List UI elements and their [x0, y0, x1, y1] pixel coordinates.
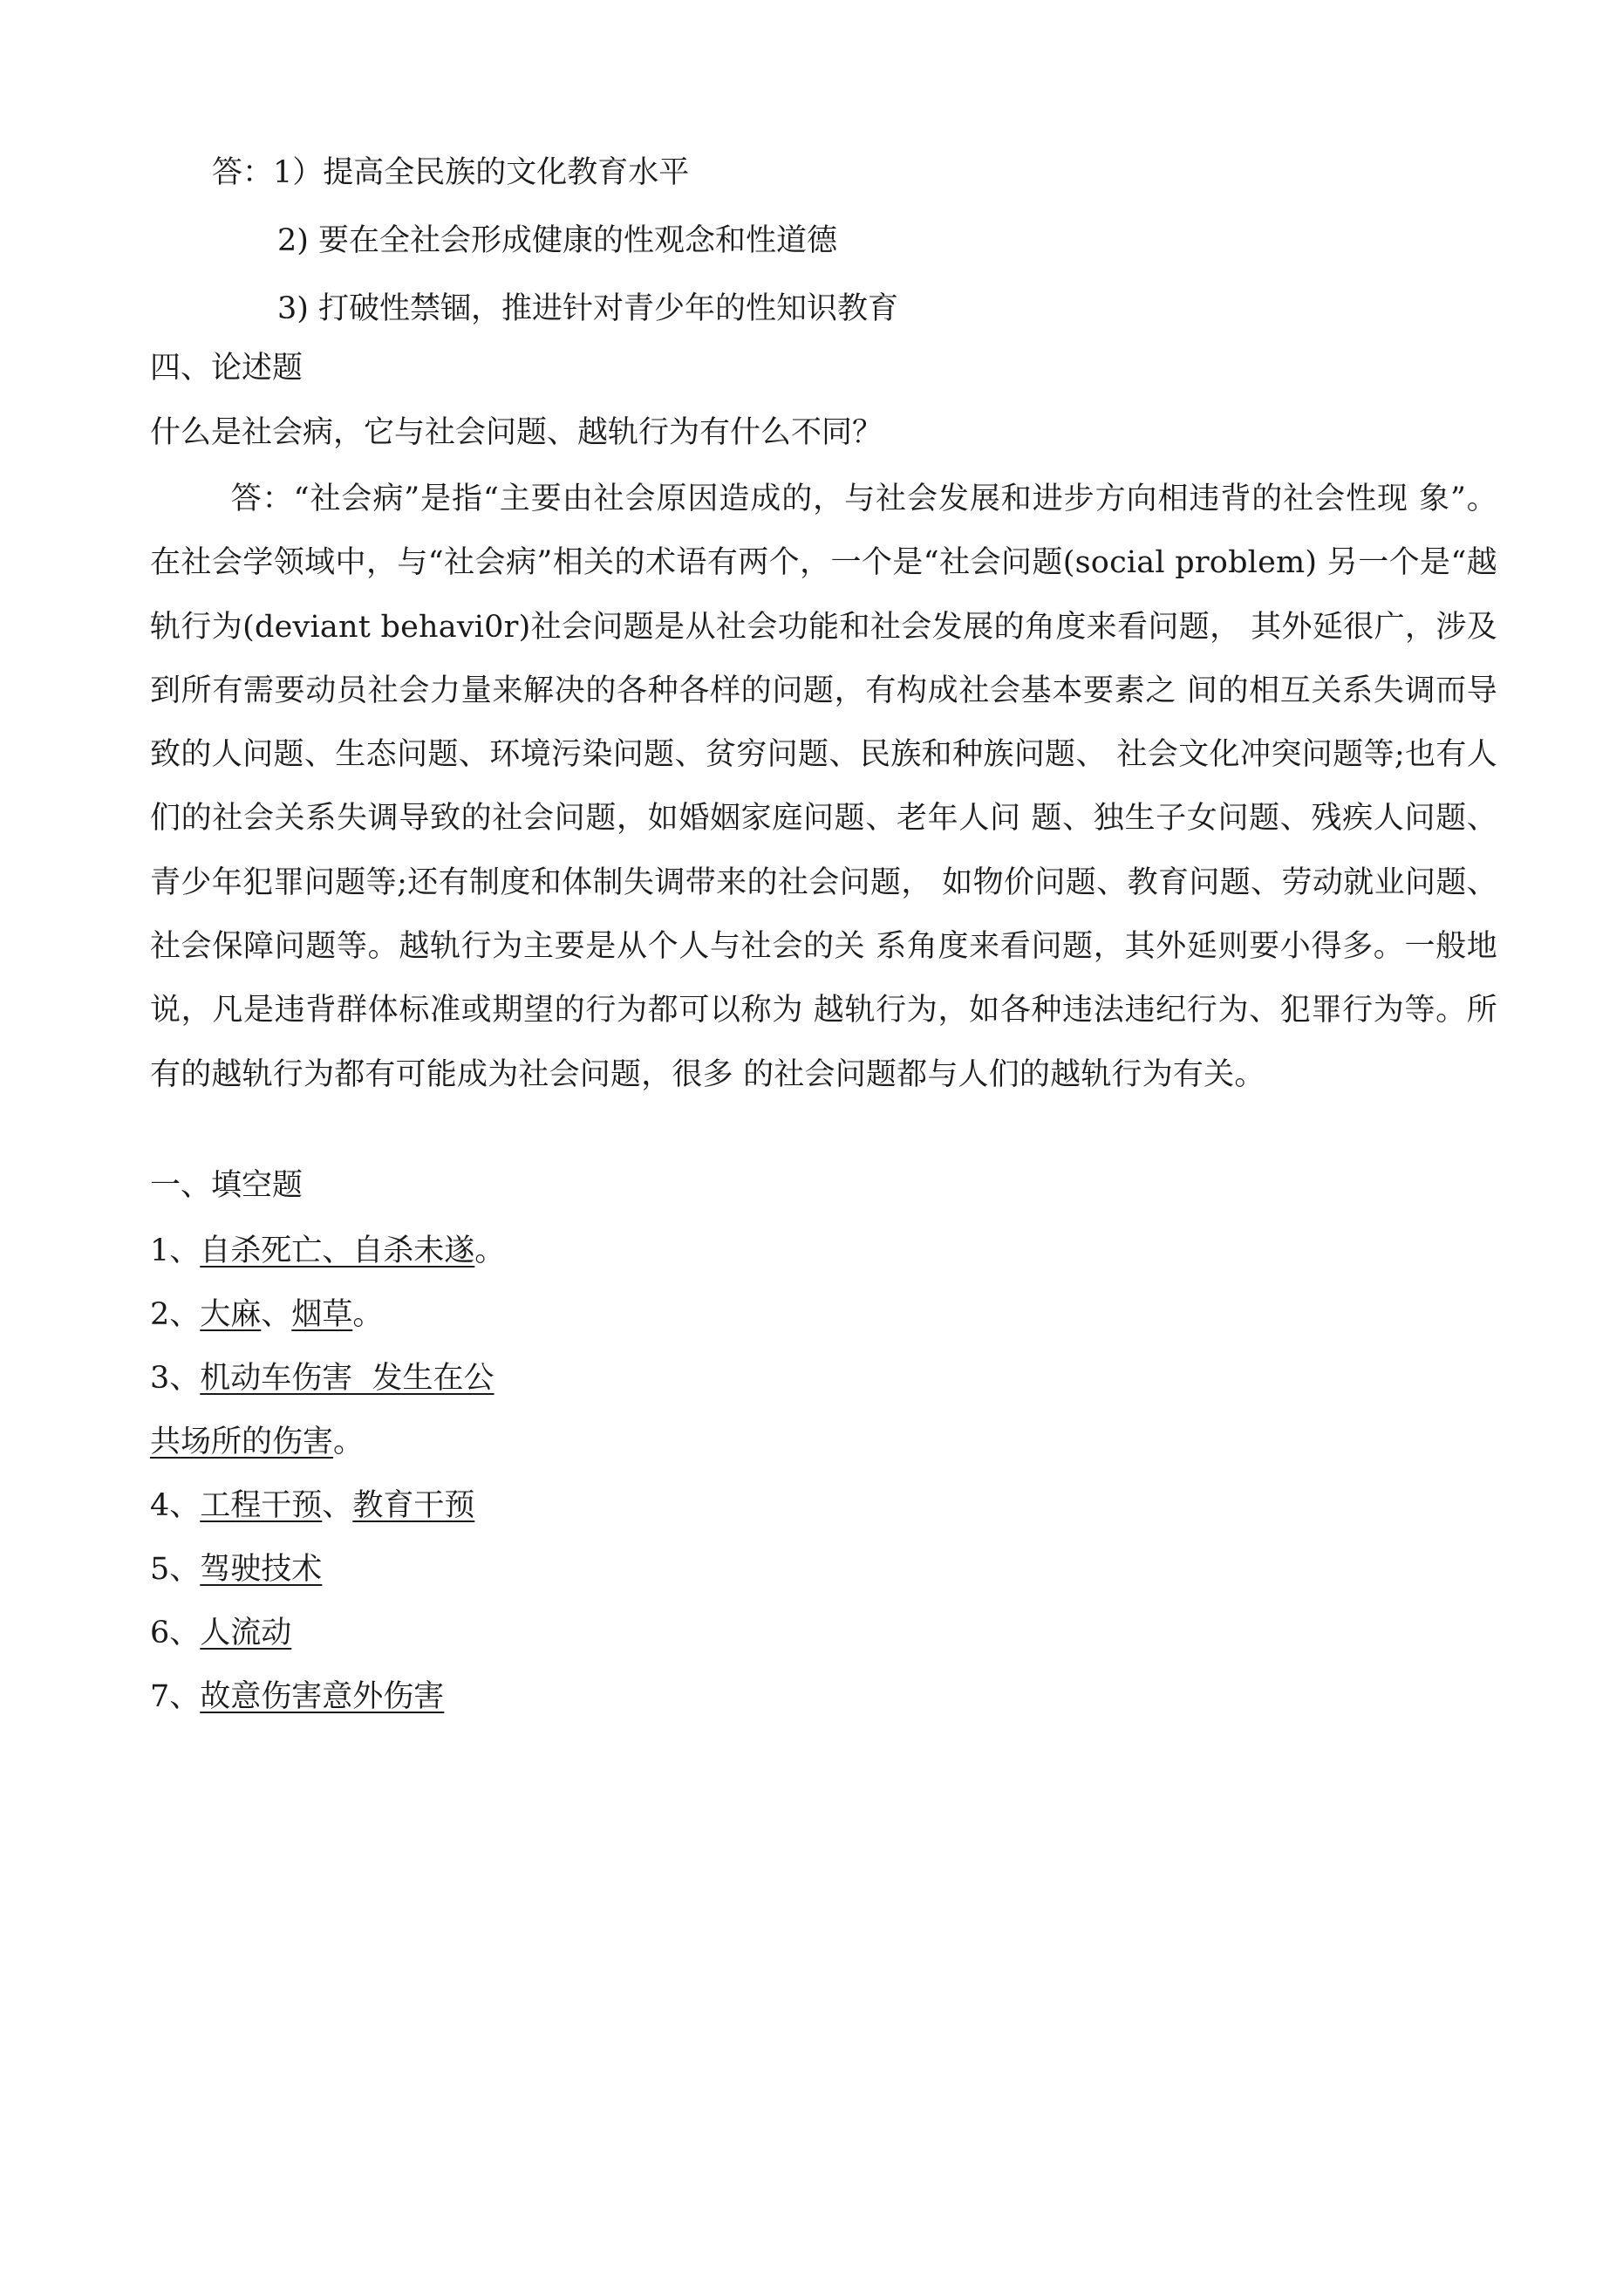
fill-item-2	[150, 1295, 383, 1335]
item-number: 1、	[150, 1233, 201, 1268]
punctuation: 。	[474, 1233, 506, 1268]
punctuation: 。	[352, 1297, 384, 1332]
answer-text: 自杀死亡、自杀未遂	[200, 1233, 475, 1268]
essay-question: 什么是社会病，它与社会问题、越轨行为有什么不同？	[150, 415, 883, 450]
answer-text: 人流动	[200, 1616, 292, 1650]
answer-text: 共场所的伤害	[150, 1425, 334, 1459]
fill-item-5	[150, 1550, 322, 1589]
fill-item-4	[150, 1486, 474, 1526]
fill-item-3	[150, 1359, 494, 1398]
punctuation: 。	[333, 1425, 365, 1459]
essay-answer-paragraph	[150, 468, 1497, 1107]
item-number: 2、	[150, 1297, 201, 1332]
answer-text: 驾驶技术	[200, 1552, 323, 1587]
answer-text: 机动车伤害 发生在公	[200, 1361, 494, 1396]
answer-item-2: 2) 要在全社会形成健康的性观念和性道德	[277, 223, 838, 258]
separator: 、	[261, 1297, 292, 1332]
answer-text: 大麻	[200, 1297, 262, 1332]
section-heading-fill-blank: 一、填空题	[150, 1168, 303, 1203]
essay-answer-text: 答：“社会病”是指“主要由社会原因造成的，与社会发展和进步方向相违背的社会性现 象”。在社会学领域中，与“社会病”相关的术语有两个，一个是“社会问题(social problem) 另一个是“越轨行为(deviant behavi0r)社会问题是从社会功能和社会发展的角度来看问题， 其外延很广，涉及到所有需要动员社会力量来解决的各种各样的问题，有构成社会基本要素之 间的相互关系失调而导致的人问题、生态问题、环境污染问题、贫穷问题、民族和种族问题、 社会文化冲突问题等;也有人们的社会关系失调导致的社会问题，如婚姻家庭问题、老年人问 题、独生子女问题、残疾人问题、青少年犯罪问题等;还有制度和体制失调带来的社会问题， 如物价问题、教育问题、劳动就业问题、社会保障问题等。越轨行为主要是从个人与社会的关 系角度来看问题，其外延则要小得多。一般地说，凡是违背群体标准或期望的行为都可以称为 越轨行为，如各种违法违纪行为、犯罪行为等。所有的越轨行为都有可能成为社会问题，很多 的社会问题都与人们的越轨行为有关。	[150, 482, 1497, 1092]
answer-text: 故意伤害意外伤害	[200, 1679, 445, 1714]
item-number: 3、	[150, 1361, 201, 1396]
item-number: 4、	[150, 1488, 201, 1523]
fill-item-1	[150, 1232, 505, 1271]
fill-item-7	[150, 1678, 444, 1717]
answer-item-3: 3) 打破性禁锢，推进针对青少年的性知识教育	[277, 291, 899, 326]
section-heading-essay: 四、论述题	[150, 351, 303, 386]
item-number: 5、	[150, 1552, 201, 1587]
answer-text: 教育干预	[352, 1488, 475, 1523]
answer-item-1: 答：1）提高全民族的文化教育水平	[212, 155, 690, 190]
fill-item-6	[150, 1614, 291, 1653]
separator: 、	[322, 1488, 353, 1523]
answer-text: 烟草	[291, 1297, 353, 1332]
item-number: 6、	[150, 1616, 201, 1650]
fill-item-3-continued	[150, 1423, 364, 1462]
answer-text: 工程干预	[200, 1488, 323, 1523]
item-number: 7、	[150, 1679, 201, 1714]
